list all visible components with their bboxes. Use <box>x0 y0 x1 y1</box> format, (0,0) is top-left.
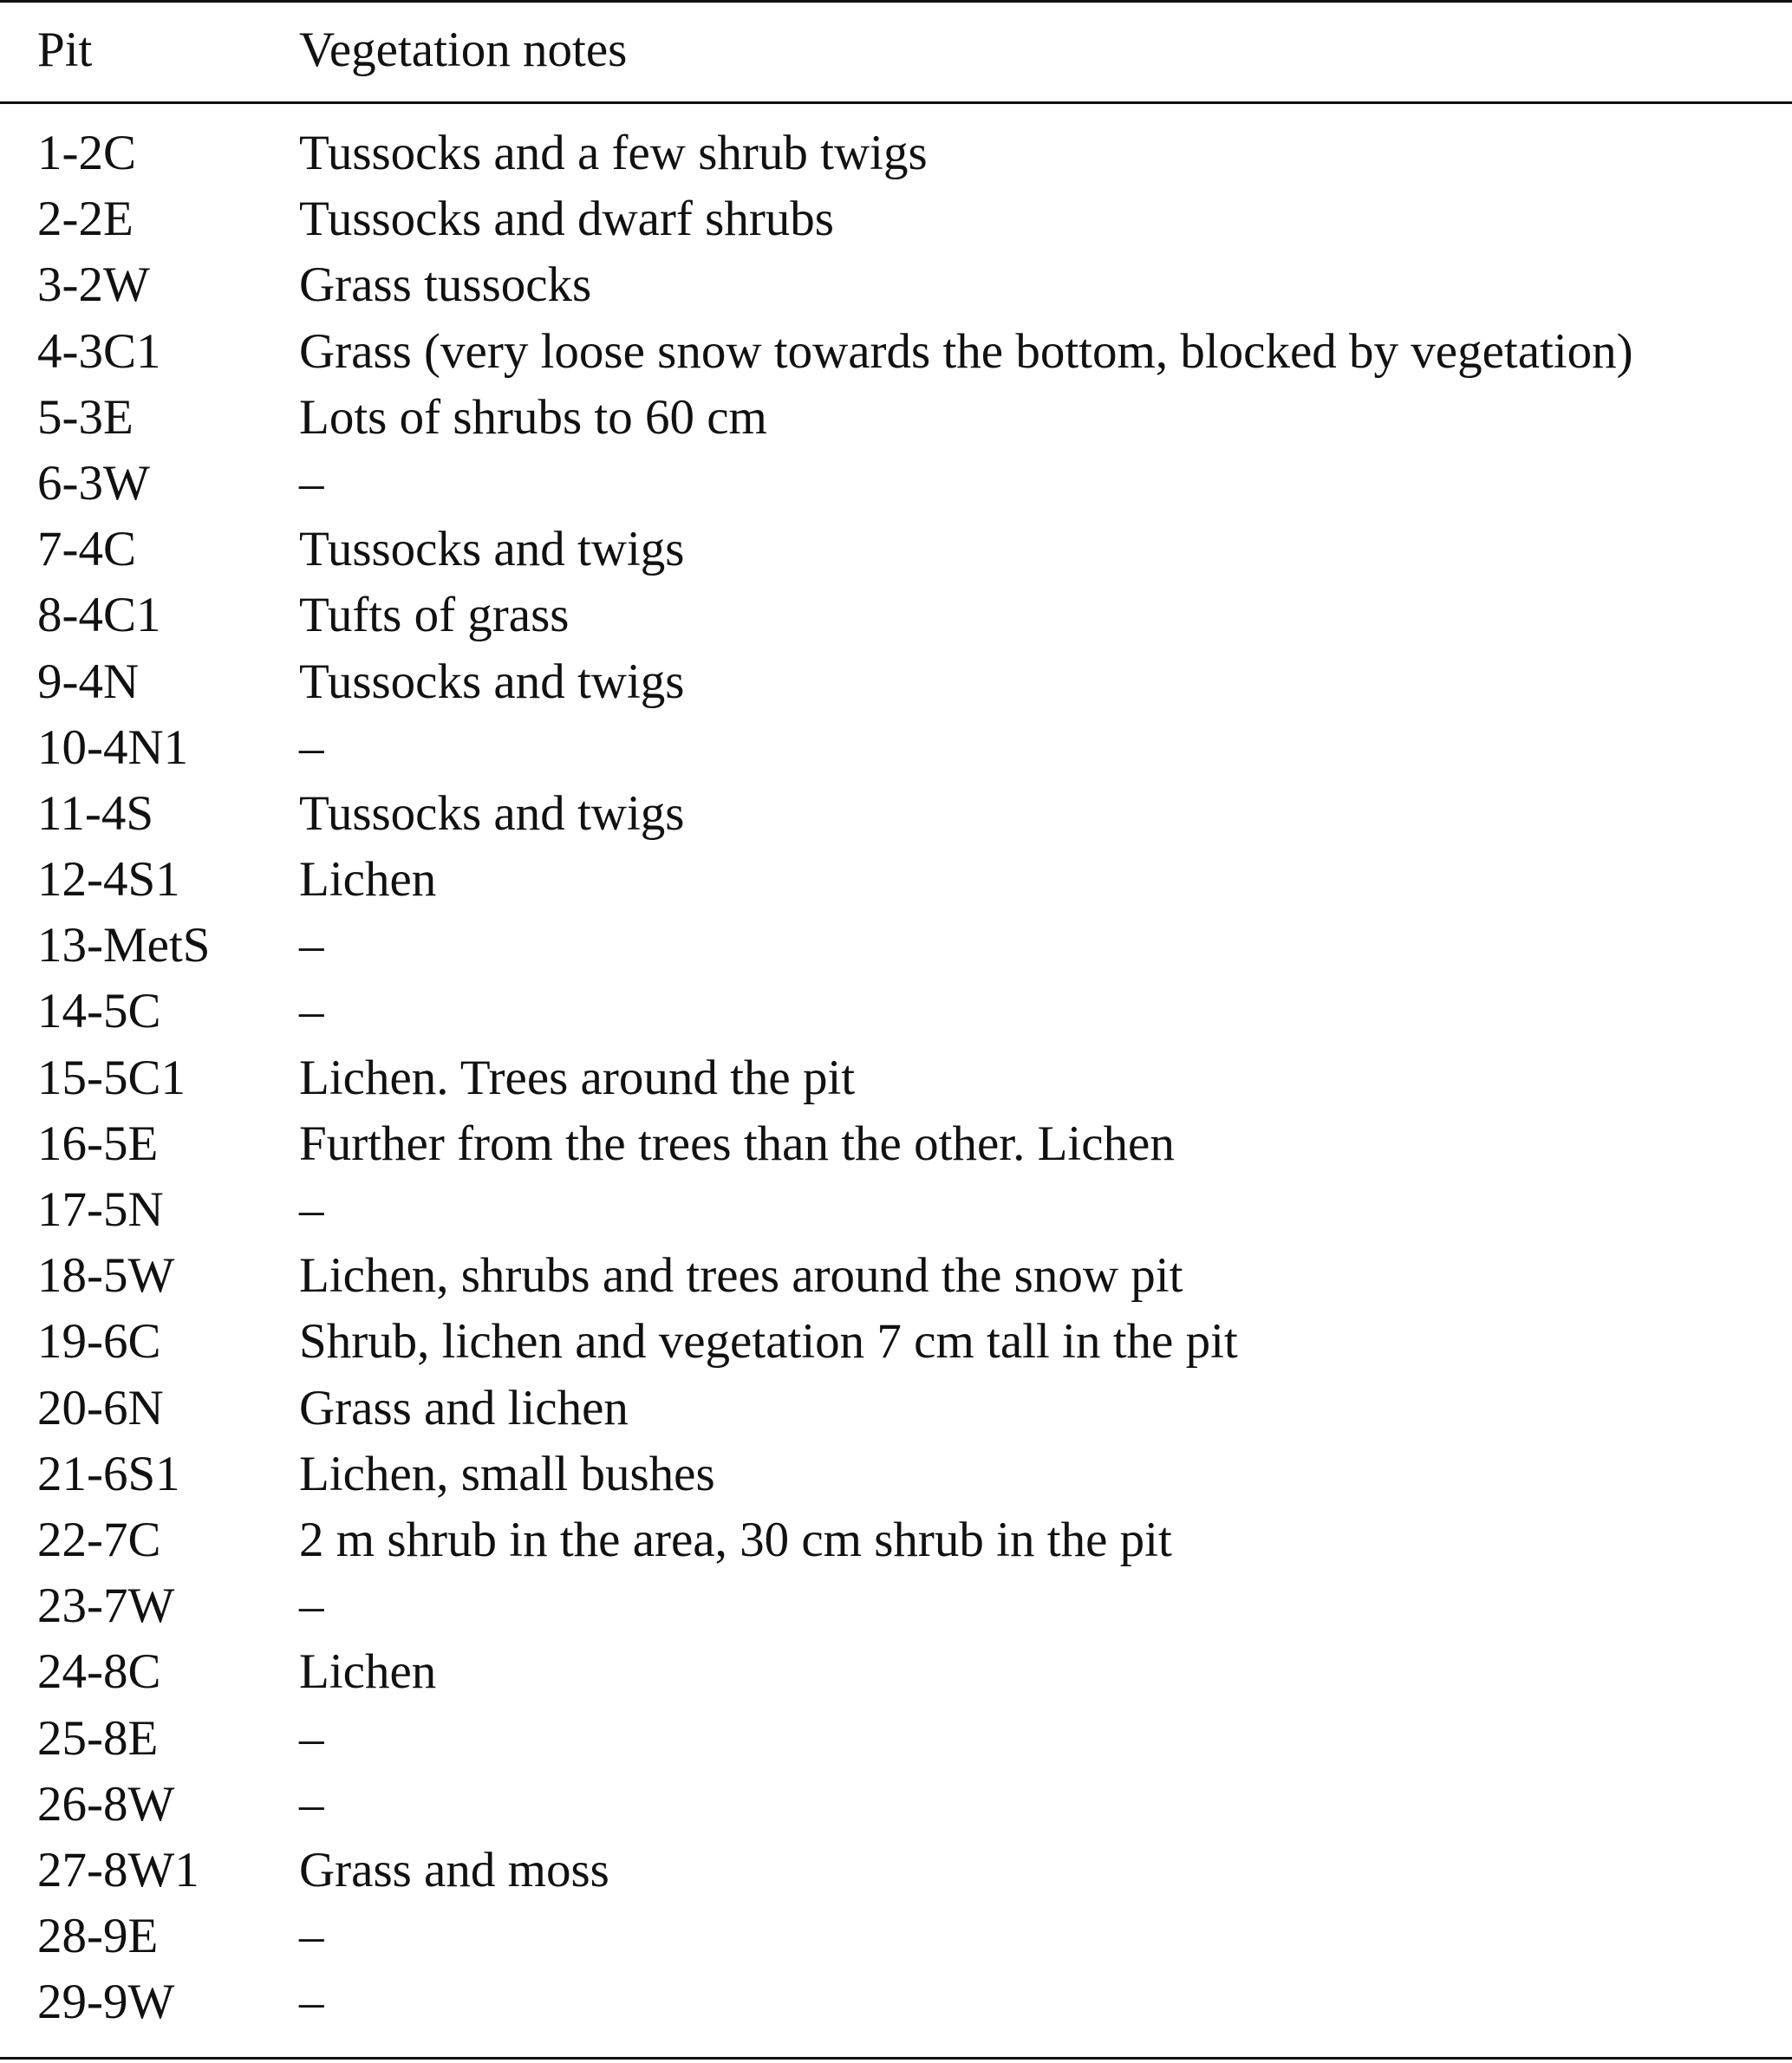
header-vegetation-notes: Vegetation notes <box>299 23 628 77</box>
table-row <box>0 913 1792 979</box>
pit-cell: 19-6C <box>37 1314 161 1370</box>
pit-cell: 25-8E <box>37 1710 159 1766</box>
table-bottom-rule <box>0 2057 1792 2060</box>
vegetation-notes-cell: Shrub, lichen and vegetation 7 cm tall in the pit <box>299 1314 1238 1370</box>
pit-cell: 15-5C1 <box>37 1050 186 1105</box>
pit-cell: 4-3C1 <box>37 323 161 379</box>
table-row <box>0 649 1792 715</box>
pit-cell: 7-4C <box>37 522 136 577</box>
pit-cell: 6-3W <box>37 455 150 511</box>
table-row <box>0 186 1792 252</box>
vegetation-notes-cell: – <box>299 455 324 511</box>
vegetation-notes-cell: Tussocks and twigs <box>299 654 685 709</box>
vegetation-notes-cell: Lichen. Trees around the pit <box>299 1050 856 1105</box>
table-row <box>0 979 1792 1045</box>
vegetation-notes-cell: Grass and lichen <box>299 1380 629 1435</box>
pit-cell: 29-9W <box>37 1975 175 2030</box>
pit-cell: 10-4N1 <box>37 719 189 775</box>
table-row <box>0 517 1792 582</box>
vegetation-notes-cell: – <box>299 1975 324 2030</box>
table-row <box>0 1706 1792 1772</box>
pit-cell: 24-8C <box>37 1644 161 1700</box>
table-row <box>0 385 1792 451</box>
pit-cell: 2-2E <box>37 192 134 247</box>
vegetation-notes-cell: Lichen <box>299 852 437 908</box>
table-row <box>0 1969 1792 2035</box>
table-row <box>0 451 1792 517</box>
vegetation-notes-cell: – <box>299 1909 324 1964</box>
table-row <box>0 1177 1792 1243</box>
table-row <box>0 582 1792 648</box>
table-row <box>0 1111 1792 1177</box>
table-row <box>0 1838 1792 1904</box>
vegetation-notes-cell: Grass (very loose snow towards the bottom, blocked by vegetation) <box>299 323 1633 379</box>
pit-cell: 3-2W <box>37 257 150 313</box>
table-row <box>0 1309 1792 1375</box>
pit-cell: 11-4S <box>37 785 154 841</box>
vegetation-notes-cell: – <box>299 1776 324 1832</box>
vegetation-notes-cell: Lichen <box>299 1644 437 1700</box>
table-row <box>0 252 1792 318</box>
pit-cell: 27-8W1 <box>37 1842 199 1897</box>
vegetation-notes-cell: – <box>299 1710 324 1766</box>
table-row <box>0 1772 1792 1838</box>
table-row <box>0 781 1792 847</box>
pit-cell: 21-6S1 <box>37 1446 180 1501</box>
vegetation-notes-cell: Tussocks and dwarf shrubs <box>299 192 834 247</box>
vegetation-notes-cell: Further from the trees than the other. Lichen <box>299 1116 1175 1171</box>
pit-cell: 5-3E <box>37 389 134 445</box>
vegetation-notes-cell: Lots of shrubs to 60 cm <box>299 389 767 445</box>
vegetation-notes-cell: Tufts of grass <box>299 588 570 643</box>
vegetation-notes-cell: Lichen, shrubs and trees around the snow pit <box>299 1248 1183 1304</box>
table-row <box>0 1904 1792 1969</box>
vegetation-notes-cell: Tussocks and twigs <box>299 522 685 577</box>
pit-cell: 8-4C1 <box>37 588 161 643</box>
pit-cell: 28-9E <box>37 1909 159 1964</box>
table-row <box>0 715 1792 781</box>
vegetation-notes-cell: – <box>299 1578 324 1634</box>
table-row <box>0 1507 1792 1573</box>
table-top-rule <box>0 0 1792 3</box>
table-header-rule <box>0 101 1792 104</box>
pit-cell: 1-2C <box>37 126 136 180</box>
header-pit: Pit <box>37 23 93 77</box>
pit-cell: 17-5N <box>37 1182 164 1237</box>
table-row <box>0 847 1792 913</box>
pit-cell: 16-5E <box>37 1116 159 1171</box>
vegetation-notes-cell: Tussocks and a few shrub twigs <box>299 126 928 180</box>
pit-cell: 20-6N <box>37 1380 164 1435</box>
table-row <box>0 1639 1792 1705</box>
table-body <box>0 120 1792 2035</box>
table-row <box>0 1243 1792 1309</box>
pit-cell: 18-5W <box>37 1248 175 1304</box>
table-row <box>0 1573 1792 1639</box>
vegetation-notes-cell: – <box>299 719 324 775</box>
pit-cell: 14-5C <box>37 984 161 1039</box>
vegetation-notes-cell: Grass and moss <box>299 1842 609 1897</box>
vegetation-notes-cell: – <box>299 918 324 973</box>
vegetation-notes-cell: Grass tussocks <box>299 257 592 313</box>
pit-cell: 22-7C <box>37 1512 161 1567</box>
table-row <box>0 1441 1792 1507</box>
pit-cell: 9-4N <box>37 654 140 709</box>
pit-cell: 26-8W <box>37 1776 175 1832</box>
table-row <box>0 319 1792 385</box>
vegetation-notes-cell: Lichen, small bushes <box>299 1446 715 1501</box>
pit-cell: 12-4S1 <box>37 852 180 908</box>
table-row <box>0 1045 1792 1111</box>
pit-cell: 13-MetS <box>37 918 211 973</box>
vegetation-notes-cell: Tussocks and twigs <box>299 785 685 841</box>
table-row <box>0 120 1792 186</box>
pit-cell: 23-7W <box>37 1578 175 1634</box>
vegetation-notes-cell: – <box>299 984 324 1039</box>
vegetation-notes-cell: – <box>299 1182 324 1237</box>
vegetation-notes-cell: 2 m shrub in the area, 30 cm shrub in the pit <box>299 1512 1172 1567</box>
table-row <box>0 1376 1792 1441</box>
